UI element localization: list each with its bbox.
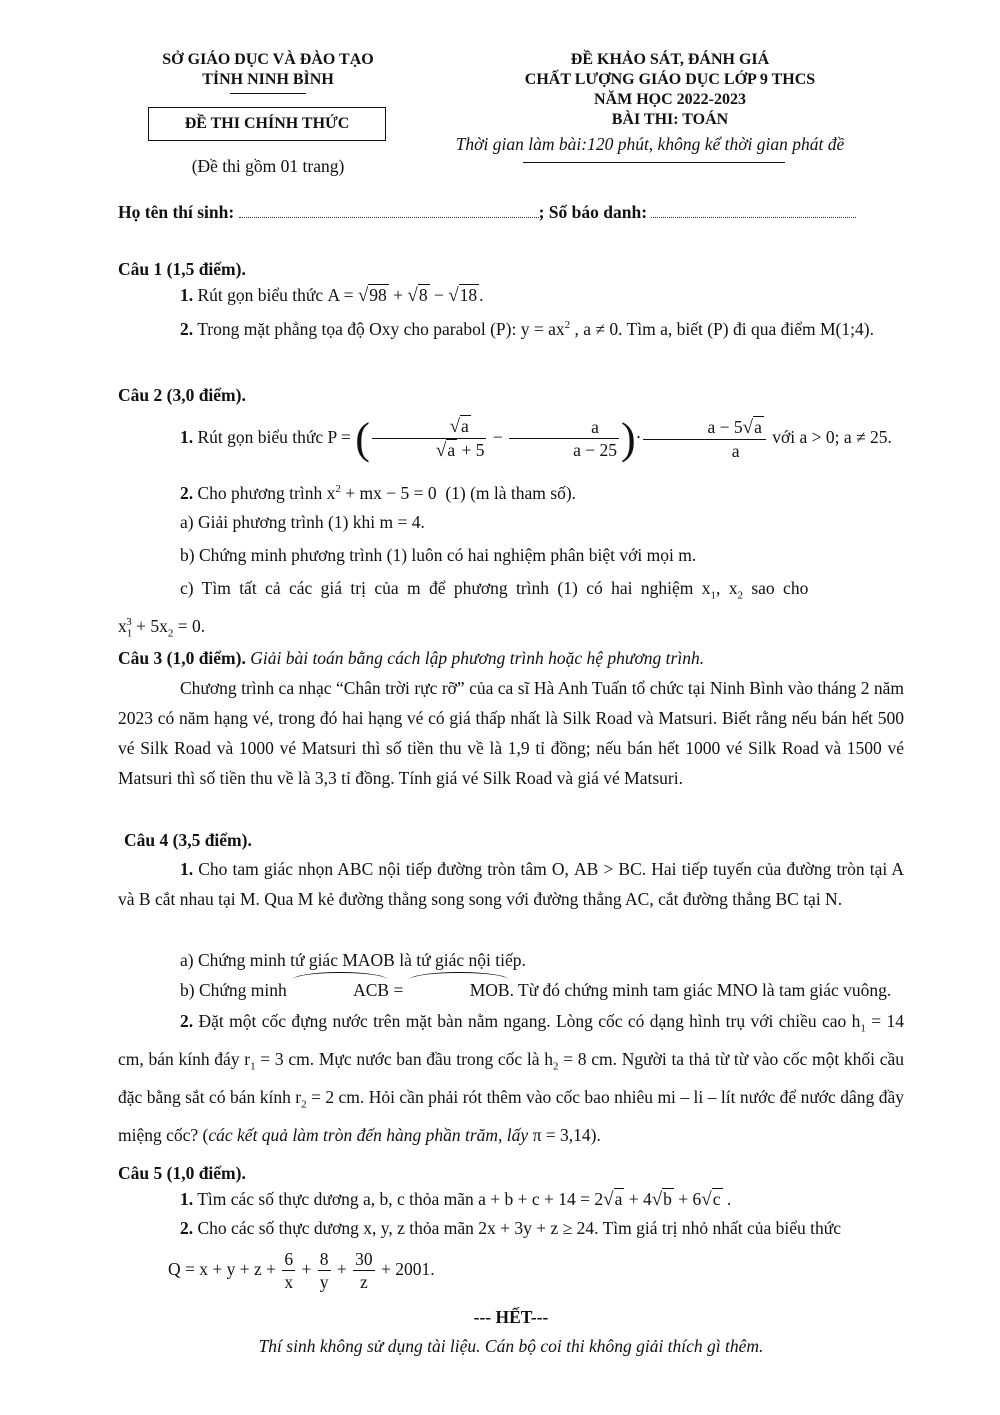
q2-part2a-text: a) Giải phương trình (180, 512, 324, 532)
q4-part2: 2. Đặt một cốc đựng nước trên mặt bàn nằm ngang. Lòng cốc có dạng hình trụ với chiều cao $h_1 = 14$ cm, bán kính đáy $r_1 = 3$ cm. Mực nước ban đầu trong cốc là $h_2 = 8$ cm. Người ta thả từ từ vào cốc một khối cầu đặc bằng sắt có bán kính $r_2 = 2$ cm. Hỏi cần phải rót thêm vào cốc bao nhiêu mi – li – lít nước để nước dâng đầy miệng cốc? (các kết quả làm tròn đến hàng phần trăm, lấy π = 3,14). (118, 1011, 905, 1145)
q1-title: Câu 1 (1,5 điểm). (118, 259, 246, 279)
department-line-2: TỈNH NINH BÌNH (202, 71, 334, 88)
q1-part2: 2. Trong mặt phẳng tọa độ Oxy cho parabol (P): $y = ax^2$ , a ≠ 0. Tìm a, biết (P) đi qua điểm M(1;4). (180, 318, 874, 339)
q2-part1-text: Rút gọn biểu thức (197, 427, 324, 447)
q5-part2-number: 2. (180, 1218, 194, 1238)
q2-expression: P = ( $\frac{√a}{√a + 5}$ − $\frac{a}{a - 25}$ )· $\frac{a - 5√a}{a}$ (328, 427, 773, 447)
q2-part2c-condition: $x_1^3 + 5x_2 = 0$. (118, 615, 206, 640)
q4-part1: 1. Cho tam giác nhọn ABC nội tiếp đường tròn tâm O, AB > BC. Hai tiếp tuyến của đường tròn tại A và B cắt nhau tại M. Qua M kẻ đường thẳng song song với đường thẳng AC, cắt đường thẳng BC tại N. (118, 859, 905, 909)
header-underline-left (230, 93, 306, 94)
q2-part1: 1. Rút gọn biểu thức P = ( $\frac{√a}{√a + 5}$ − $\frac{a}{a - 25}$ )· $\frac{a - 5√a}{a}$ với a > 0; a ≠ 25. (180, 413, 892, 463)
official-exam-label: ĐỀ THI CHÍNH THỨC (184, 115, 350, 132)
q2-part2-param: (m là tham số). (470, 482, 577, 503)
q2-part2b-rest: luôn có hai nghiệm phân biệt với mọi m. (411, 545, 697, 565)
q2-part2c-mid: có hai nghiệm (586, 578, 694, 598)
q2-part2-text: Cho phương trình (197, 482, 323, 503)
q1-part2-text-a: Trong mặt phẳng tọa độ Oxy cho parabol (197, 318, 486, 339)
q4-part2-note: các kết quả làm tròn đến hàng phần trăm, lấy (208, 1125, 529, 1145)
exam-title-block (430, 50, 910, 130)
q4-part2-close: ). (590, 1125, 601, 1145)
q4-part1b-rest: . Từ đó chứng minh tam giác MNO là tam giác vuông. (509, 980, 892, 1000)
q4-part1b-text: b) Chứng minh (180, 980, 287, 1000)
time-note: Thời gian làm bài:120 phút, không kể thời gian phát đề (455, 134, 845, 154)
end-marker: --- HẾT--- (473, 1307, 549, 1327)
candidate-info-line (118, 202, 908, 223)
q2-part2c-text: c) Tìm tất cả các giá trị của m để phương trình (180, 578, 550, 598)
q4-part2-text-c: . Mực nước ban đầu trong cốc là (309, 1049, 540, 1069)
q4-part2-text-d: . Người ta thả từ từ vào cốc một khối cầu đặc bằng sắt có bán kính (118, 1049, 905, 1107)
q2-part2b: b) Chứng minh phương trình (1) luôn có hai nghiệm phân biệt với mọi m. (180, 545, 697, 565)
department-name (118, 50, 418, 90)
q5-part1-text: Tìm các số thực dương a, b, c thỏa mãn (197, 1189, 474, 1209)
footer-note: Thí sinh không sử dụng tài liệu. Cán bộ coi thi không giải thích gì thêm. (258, 1336, 764, 1356)
q1-part2-text-b: . Tìm a, biết (618, 318, 703, 339)
q4-part1b: b) Chứng minh ACB = MOB. Từ đó chứng minh tam giác MNO là tam giác vuông. (118, 975, 904, 1005)
q3-body: Chương trình ca nhạc “Chân trời rực rỡ” của ca sĩ Hà Anh Tuấn tổ chức tại Ninh Bình vào tháng 2 năm 2023 có năm hạng vé, trong đó hai hạng vé có giá thấp nhất là Silk Road và Matsuri. Biết rằng nếu bán hết 500 vé Silk Road và 1000 vé Matsuri thì số tiền thu về là 1,9 tỉ đồng; nếu bán hết 1000 vé Silk Road và 1500 vé Matsuri thì số tiền thu về là 3,3 tỉ đồng. Tính giá vé Silk Road và giá vé Matsuri. (118, 678, 904, 788)
q1-part1 (118, 280, 904, 311)
q4-part2-number: 2. (180, 1011, 194, 1031)
q1-expression: A = √98 + √8 − √18 . (327, 285, 484, 306)
q4-part1-number: 1. (180, 859, 194, 879)
candidate-id-label: ; Số báo danh: (538, 202, 648, 222)
q4-part2-text-e: . Hỏi cần phải rót thêm vào cốc bao nhiêu mi – li – lít nước để nước dâng đầy miệng cốc? ( (118, 1087, 904, 1145)
q5-part1-number: 1. (180, 1189, 194, 1209)
q3-title: Câu 3 (1,0 điểm). (118, 648, 246, 668)
q5-part2-text-c: . Tìm giá trị nhỏ nhất của biểu thức (594, 1218, 841, 1238)
q5-title: Câu 5 (1,0 điểm). (118, 1163, 246, 1183)
candidate-name-field (239, 217, 539, 218)
q2-part1-condition-label: với (772, 427, 796, 447)
candidate-id-field (651, 217, 856, 218)
q4-part2-text-a: Đặt một cốc đựng nước trên mặt bàn nằm ngang. Lòng cốc có dạng hình trụ với chiều cao (198, 1011, 847, 1031)
q4-part1-text-b: . Hai tiếp tuyến của đường tròn tại A và B cắt nhau tại M. Qua M kẻ đường thẳng song song với đường thẳng AC, cắt đường thẳng BC tại N. (118, 859, 905, 909)
exam-year: NĂM HỌC 2022-2023 (594, 91, 746, 108)
q5-expression: Q = x + y + z + $\frac{6}{x}$ + $\frac{8}{y}$ + $\frac{30}{z}$ + 2001. (168, 1249, 435, 1293)
exam-title-line-2: CHẤT LƯỢNG GIÁO DỤC LỚP 9 THCS (524, 71, 816, 88)
q4-title: Câu 4 (3,5 điểm). (124, 830, 252, 850)
q1-part2-text-c: đi qua điểm (733, 318, 816, 339)
q3-heading (118, 643, 904, 673)
q5-part2: 2. Cho các số thực dương x, y, z thỏa mãn 2x + 3y + z ≥ 24. Tìm giá trị nhỏ nhất của biểu thức (180, 1218, 841, 1238)
exam-subject: BÀI THI: TOÁN (611, 111, 729, 128)
q5-part2-text-a: Cho các số thực dương (197, 1218, 359, 1238)
q4-part2-text-b: , bán kính đáy (139, 1049, 240, 1069)
q2-part2-number: 2. (180, 482, 194, 503)
q2-part2b-text: b) Chứng minh phương trình (180, 545, 383, 565)
q2-part2: 2. Cho phương trình $x^2$ + mx − 5 = 0 (1) (m là tham số). (180, 482, 577, 503)
q4-part1a: a) Chứng minh tứ giác MAOB là tứ giác nội tiếp. (180, 950, 526, 970)
q4-part1-text-a: Cho tam giác nhọn ABC nội tiếp đường tròn tâm O, (198, 859, 569, 879)
q5-part2-text-b: thỏa mãn (409, 1218, 474, 1238)
q2-part2a: a) Giải phương trình (1) khi m = 4. (180, 512, 425, 532)
q2-title: Câu 2 (3,0 điểm). (118, 385, 246, 405)
q3-instruction: Giải bài toán bằng cách lập phương trình hoặc hệ phương trình. (250, 648, 705, 668)
q1-part1-text: Rút gọn biểu thức (197, 285, 324, 305)
header-underline-right (523, 162, 785, 163)
official-exam-box (148, 107, 386, 141)
q2-part1-number: 1. (180, 427, 194, 447)
q1-part2-number: 2. (180, 318, 194, 339)
q2-part2c-end: sao cho (751, 578, 809, 598)
pages-note: (Đề thi gồm 01 trang) (191, 156, 345, 176)
q5-part1: 1. Tìm các số thực dương a, b, c thỏa mãn a + b + c + 14 = 2√a + 4√b + 6√c . (180, 1189, 732, 1210)
q2-part2c: c) Tìm tất cả các giá trị của m để phương trình (1) có hai nghiệm $x_1$, $x_2$ sao cho (180, 578, 809, 602)
exam-title-line-1: ĐỀ KHẢO SÁT, ĐÁNH GIÁ (570, 51, 770, 68)
q1-part1-number: 1. (180, 285, 194, 305)
department-line-1: SỞ GIÁO DỤC VÀ ĐÀO TẠO (162, 51, 374, 68)
candidate-name-label: Họ tên thí sinh: (118, 202, 235, 222)
q2-part2a-when: khi (352, 512, 376, 532)
